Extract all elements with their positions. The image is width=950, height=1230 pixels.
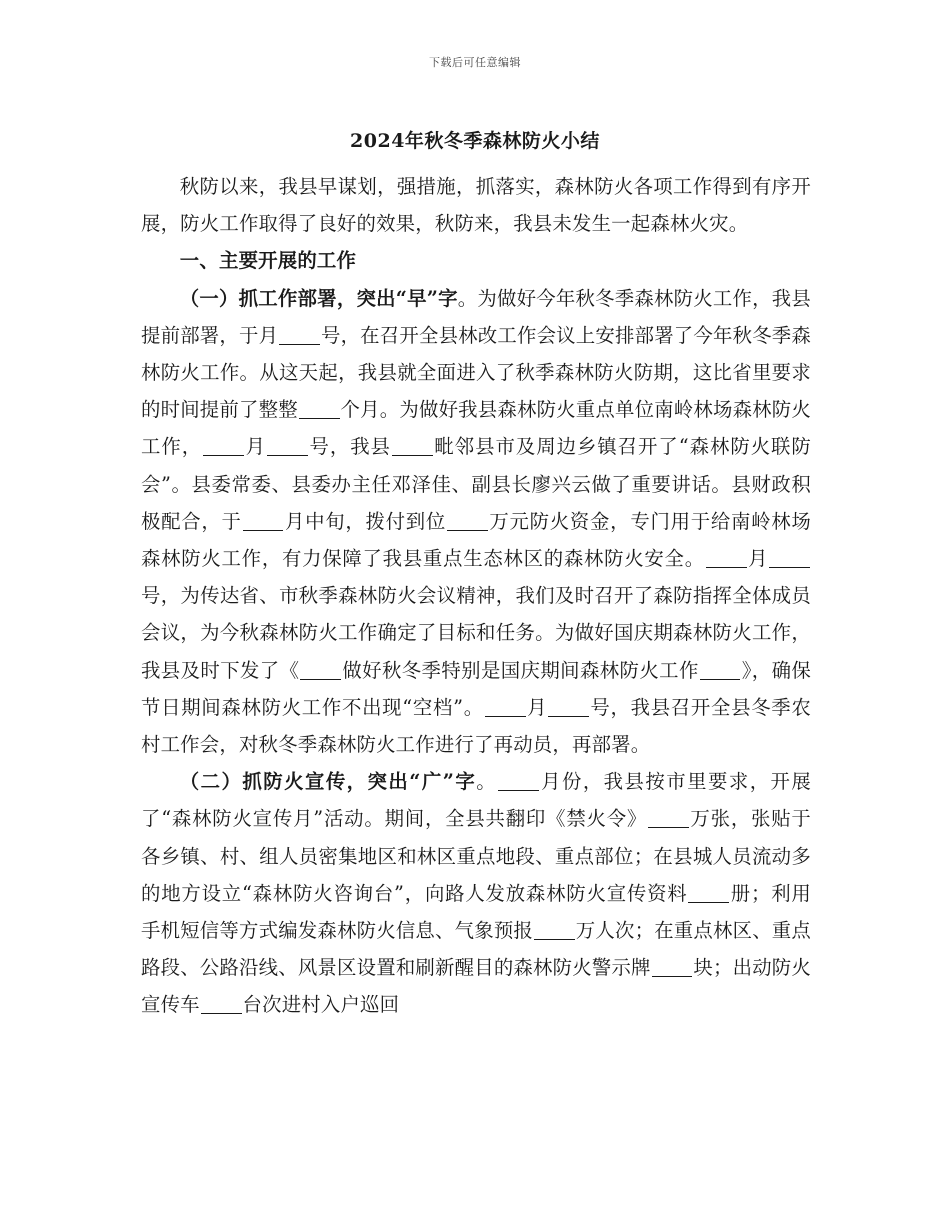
fill-blank [648, 808, 689, 828]
sub1-text: 。为做好今年秋冬季森林防火工作，我县提前部署，于月 [141, 286, 811, 347]
sub1-text: 号，我县召开全县冬季农村工作会，对秋冬季森林防火工作进行了再动员，再部署。 [141, 695, 811, 757]
sub1-lead: （一）抓工作部署，突出“早”字 [179, 286, 458, 310]
fill-blank [652, 957, 693, 977]
sub1-text: 号，我县 [308, 435, 391, 459]
sub1-text: 毗邻县市及周边乡镇召开了“森林防火联防会”。县委常委、县委办主任邓泽佳、副县长廖兴云做了重要讲话。县财政积极配合，于 [141, 435, 812, 533]
fill-blank [485, 696, 526, 716]
fill-blank [243, 510, 284, 530]
page-title: 2024年秋冬季森林防火小结 [350, 130, 600, 152]
fill-blank [534, 920, 575, 940]
sub1-text: 号，为传达省、市秋季森林防火会议精神，我们及时召开了森防指挥全体成员会议，为今秋森林防火工作确定了目标和任务。为做好国庆期森林防火工作，我县及时下发了《 [141, 584, 811, 682]
sub1-text: 万元防火资金，专门用于给南岭林场森林防火工作，有力保障了我县重点生态林区的森林防火安全。 [141, 509, 812, 571]
fill-blank [548, 696, 589, 716]
sub1-text: 月中旬，拨付到位 [284, 509, 447, 533]
fill-blank [201, 994, 242, 1014]
sub2-text: 。 [476, 770, 498, 794]
sub1-text: 月 [244, 435, 266, 459]
fill-blank [688, 882, 729, 902]
fill-blank [447, 510, 488, 530]
sub2-text: 册；利用手机短信等方式编发森林防火信息、气象预报 [141, 881, 811, 943]
fill-blank [392, 436, 433, 456]
fill-blank [299, 399, 340, 419]
header-note: 下载后可任意编辑 [429, 56, 521, 69]
fill-blank [769, 548, 810, 568]
intro-paragraph: 秋防以来，我县早谋划，强措施，抓落实，森林防火各项工作得到有序开展，防火工作取得了良好的效果，秋防来，我县未发生一起森林火灾。 [141, 175, 811, 236]
section-heading-1: 一、主要开展的工作 [179, 249, 357, 273]
fill-blank [279, 324, 320, 344]
sub2-text: 月份，我县按市里要求，开展了“森林防火宣传月”活动。期间，全县共翻印《禁火令》 [141, 770, 812, 831]
fill-blank [706, 548, 747, 568]
paragraph-sub1 [141, 280, 811, 764]
sub2-text: 万张，张贴于各乡镇、村、组人员密集地区和林区重点地段、重点部位；在县城人员流动多的地方设立“森林防火咨询台”，向路人发放森林防火宣传资料 [141, 807, 811, 905]
fill-blank [203, 436, 244, 456]
fill-blank [300, 659, 341, 679]
sub2-text: 万人次；在重点林区、重点路段、公路沿线、风景区设置和刷新醒目的森林防火警示牌 [141, 919, 812, 980]
sub1-text: 做好秋冬季特别是国庆期间森林防火工作 [342, 658, 699, 682]
sub2-text: 台次进村入户巡回 [242, 993, 400, 1017]
sub2-lead: （二）抓防火宣传，突出“广”字 [179, 770, 477, 794]
fill-blank [498, 771, 539, 791]
sub1-text: 》，确保节日期间森林防火工作不出现“空档”。 [141, 658, 811, 719]
sub1-text: 个月。为做好我县森林防火重点单位南岭林场森林防火工作， [141, 398, 811, 459]
paragraph-sub2 [141, 763, 811, 1023]
sub2-text: 块；出动防火宣传车 [141, 956, 812, 1017]
sub1-text: 号，在召开全县林改工作会议上安排部署了今年秋冬季森林防火工作。从这天起，我县就全面进入了秋季森林防火防期，这比省里要求的时间提前了整整 [141, 323, 811, 422]
fill-blank [700, 659, 741, 679]
document-body [141, 168, 811, 1024]
fill-blank [267, 436, 308, 456]
sub1-text: 月 [526, 695, 548, 719]
sub1-text: 月 [747, 547, 769, 571]
